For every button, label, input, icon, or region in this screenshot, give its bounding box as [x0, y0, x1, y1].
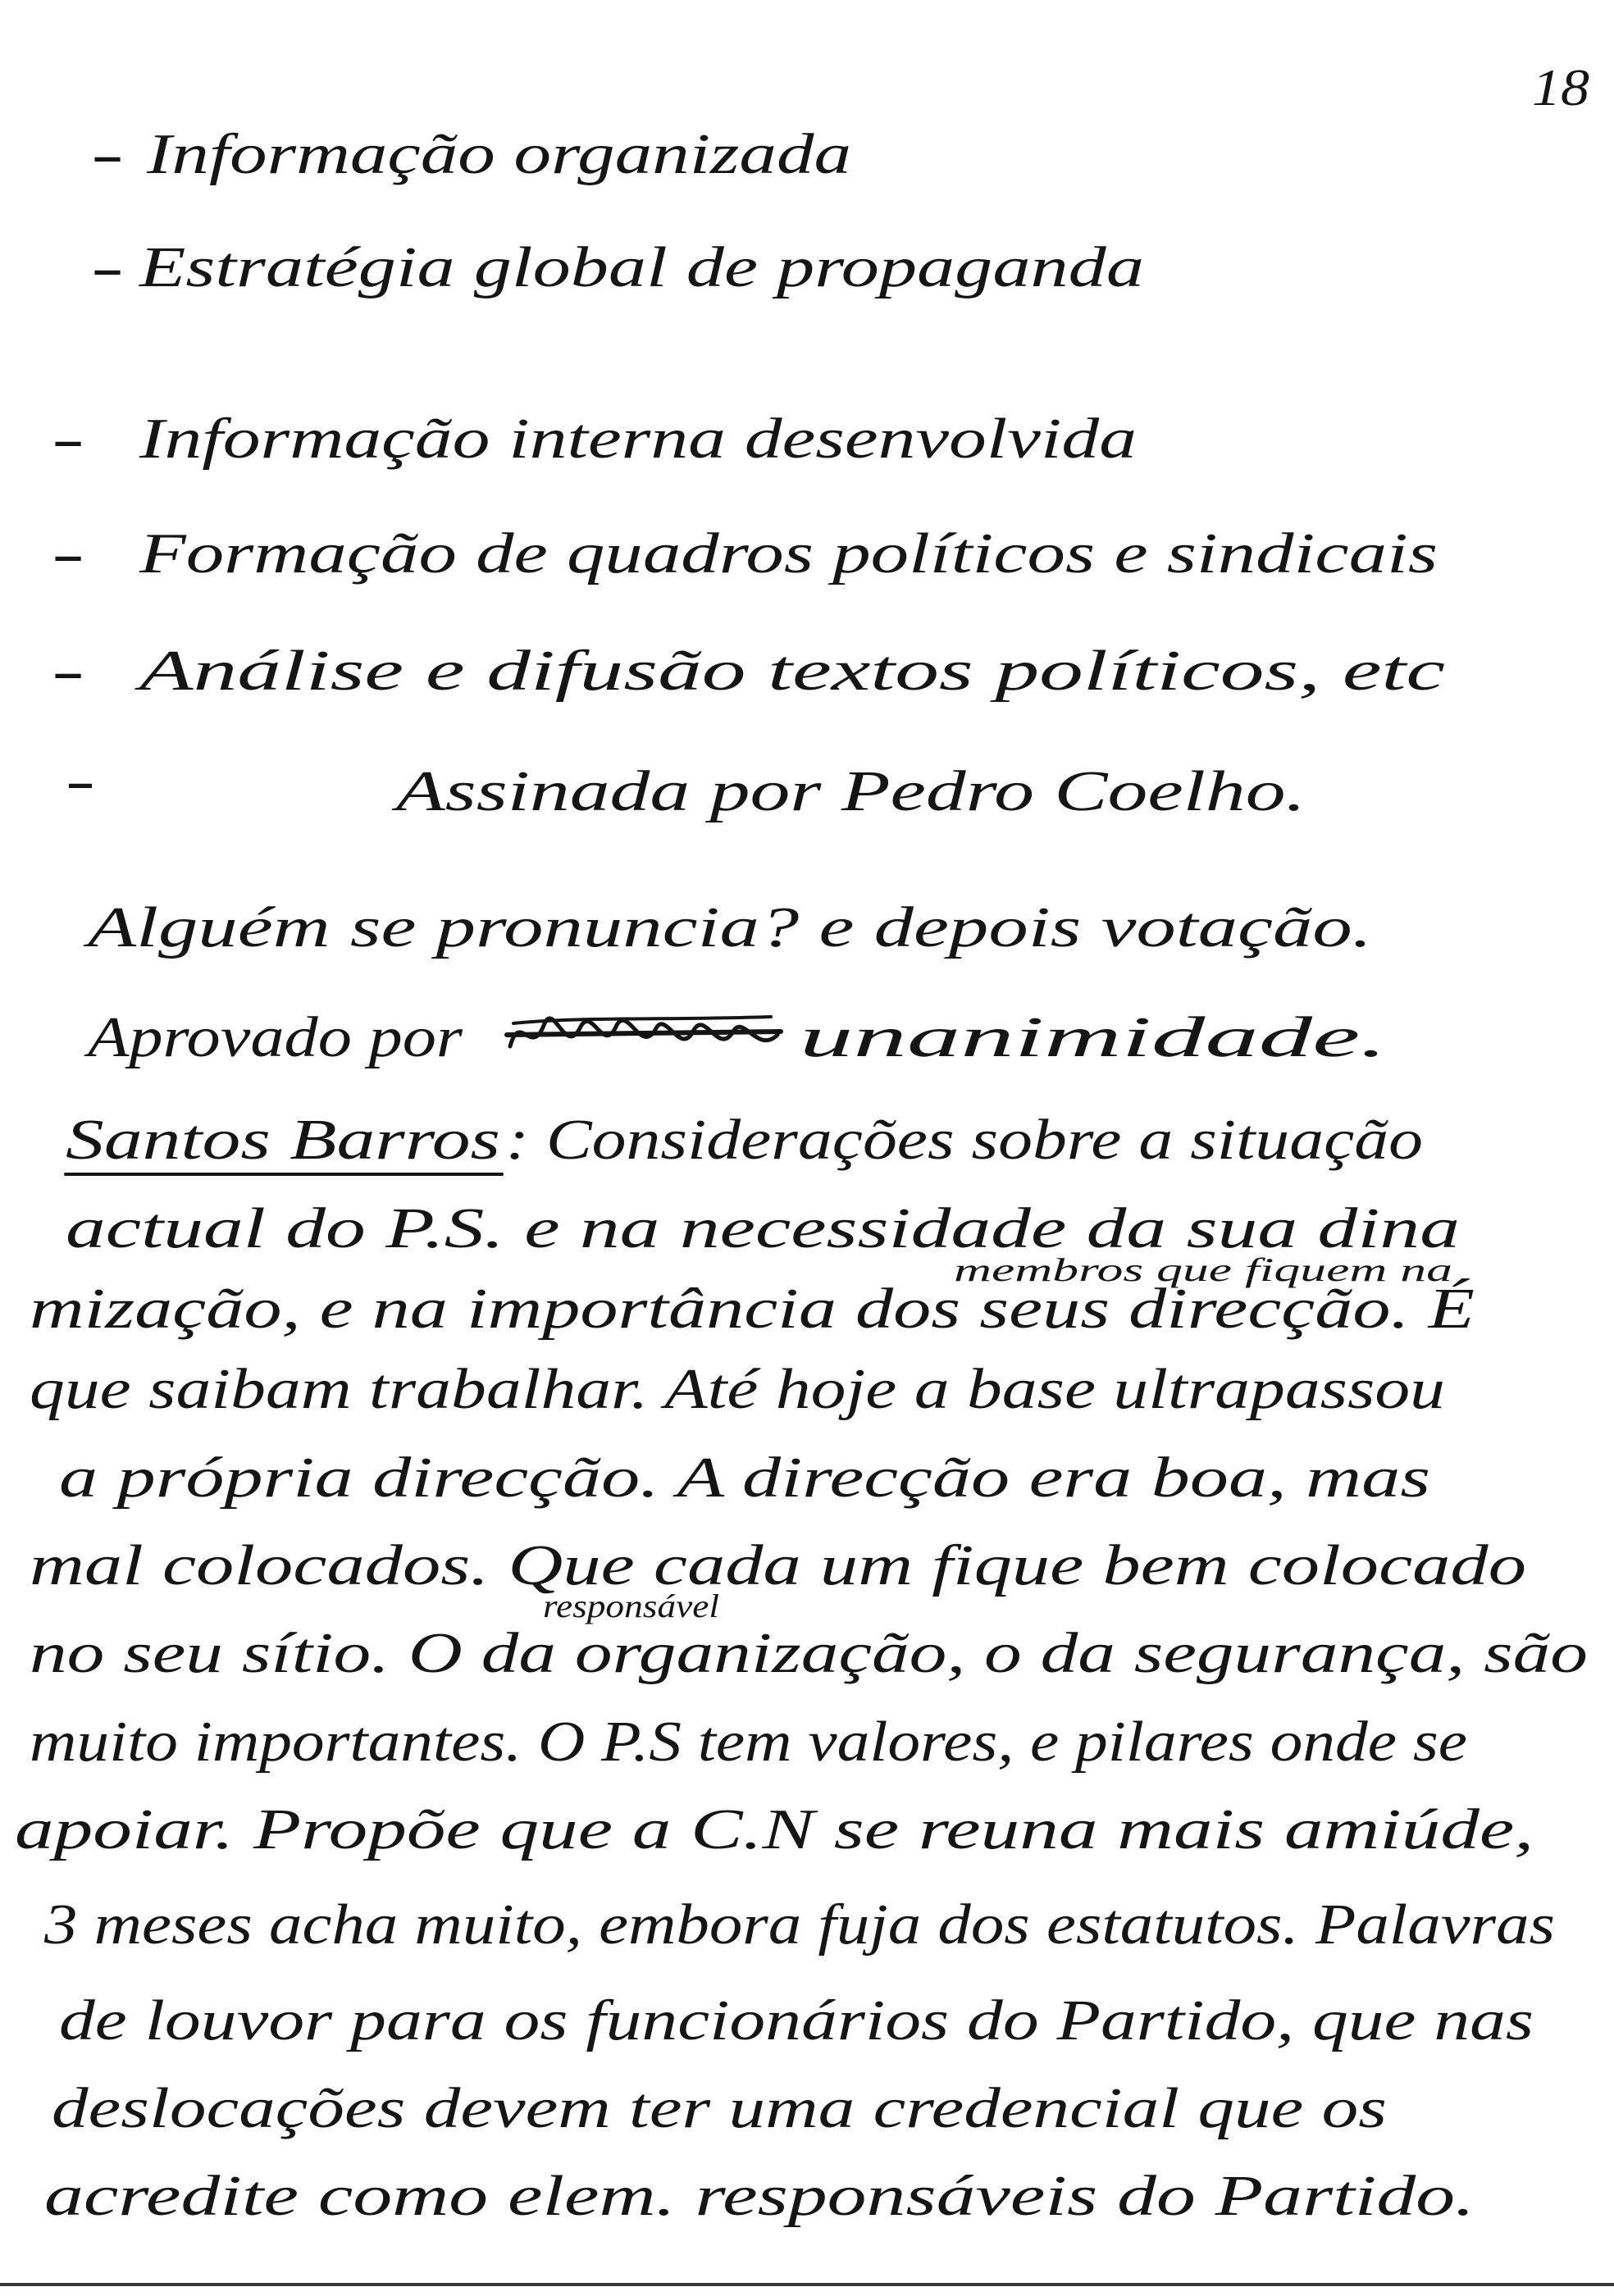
speaker-intro: : Considerações sobre a situação — [506, 1109, 1423, 1172]
speaker-name: Santos Barros — [66, 1109, 500, 1172]
body-line: 3 meses acha muito, embora fuja dos estatutos. Palavras — [43, 1893, 1555, 1957]
interlinear-insertion: responsável — [543, 1588, 719, 1624]
body-line: de louvor para os funcionários do Partido, que nas — [59, 1989, 1534, 2052]
vote-line: Alguém se pronuncia? e depois votação. — [83, 896, 1372, 959]
approved-prefix: Aprovado por — [84, 1006, 463, 1069]
body-line: acredite como elem. responsáveis do Partido. — [44, 2165, 1475, 2228]
list-item-text: Formação de quadros políticos e sindicais — [138, 522, 1438, 585]
body-line: muito importantes. O P.S tem valores, e pilares onde se — [30, 1711, 1468, 1774]
list-item-dash: - — [52, 522, 84, 585]
body-line: a própria direcção. A direcção era boa, mas — [59, 1446, 1430, 1510]
list-item-text: Informação organizada — [145, 123, 851, 186]
list-item-text: Análise e difusão textos políticos, etc — [134, 640, 1445, 703]
list-item-text: Estratégia global de propaganda — [138, 236, 1145, 299]
body-line: mal colocados. Que cada um fique bem colocado — [30, 1534, 1526, 1597]
body-line: mização, e na importância dos seus direcção. É — [30, 1278, 1475, 1341]
list-item-dash: - — [66, 749, 95, 813]
body-line: no seu sítio. O da organização, o da segurança, são — [30, 1622, 1588, 1685]
body-line: actual do P.S. e na necessidade da sua dina — [66, 1197, 1460, 1260]
list-item-dash: - — [52, 408, 84, 471]
list-item-text: Informação interna desenvolvida — [138, 408, 1138, 471]
list-item-dash: - — [91, 236, 124, 299]
list-item-dash: - — [91, 123, 124, 186]
approved-suffix: unanimidade. — [800, 1006, 1387, 1069]
list-item-text: Assinada por Pedro Coelho. — [391, 760, 1306, 823]
body-line: apoiar. Propõe que a C.N se reuna mais amiúde, — [15, 1798, 1534, 1861]
body-line: que saibam trabalhar. Até hoje a base ultrapassou — [30, 1358, 1445, 1421]
page-number: 18 — [1532, 58, 1589, 116]
interlinear-insertion: membros que fiquem na — [954, 1251, 1452, 1288]
body-line: deslocações devem ter uma credencial que os — [52, 2077, 1387, 2140]
list-item-dash: - — [52, 640, 84, 703]
